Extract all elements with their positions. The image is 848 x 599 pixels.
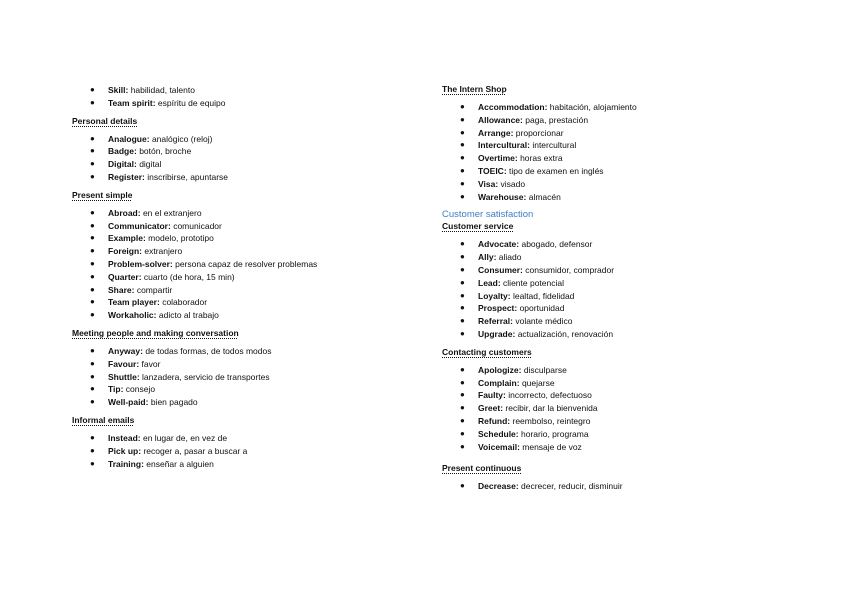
bullet-icon: ●: [460, 102, 465, 111]
bullet-icon: ●: [460, 428, 465, 438]
term-separator: :: [136, 371, 143, 382]
vocab-definition: lanzadera, servicio de transportes: [142, 371, 270, 382]
term-separator: :: [137, 432, 143, 443]
bullet-icon: ●: [90, 310, 95, 320]
vocab-item: [442, 114, 782, 127]
vocab-definition: espíritu de equipo: [157, 97, 226, 108]
bullet-icon: ●: [90, 133, 95, 143]
bullet-icon: ●: [460, 239, 465, 249]
vocab-definition: incorrecto, defectuoso: [508, 390, 592, 401]
vocab-definition: recoger a, pasar a buscar a: [143, 445, 248, 456]
vocab-list: [72, 84, 412, 110]
vocab-item: [442, 389, 782, 402]
vocab-item: [442, 165, 782, 178]
section-present-simple: [72, 190, 412, 322]
term-separator: :: [510, 316, 516, 327]
bullet-icon: ●: [460, 481, 465, 491]
vocab-term: Instead: [108, 432, 138, 443]
vocab-item: [442, 101, 782, 114]
bullet-icon: ●: [90, 207, 95, 217]
vocab-item: [442, 302, 782, 315]
vocab-item: [72, 284, 412, 297]
bullet-icon: ●: [460, 415, 465, 425]
vocab-term: Tip: [108, 384, 121, 395]
vocab-term: Skill: [108, 85, 126, 95]
vocab-item: [442, 139, 782, 152]
vocab-item: [442, 328, 782, 341]
section-heading: Contacting customers: [442, 346, 532, 357]
vocab-list: [442, 238, 782, 340]
vocab-term: Share: [108, 284, 132, 295]
vocab-term: Abroad: [108, 207, 138, 218]
term-separator: :: [503, 390, 509, 401]
vocab-term: Example: [108, 233, 143, 244]
term-separator: :: [142, 233, 149, 244]
vocab-term: Warehouse: [478, 191, 524, 202]
bullet-icon: ●: [460, 390, 465, 400]
section-heading: Present simple: [72, 189, 133, 200]
bullet-icon: ●: [460, 303, 465, 313]
vocab-definition: botón, broche: [139, 146, 192, 157]
term-separator: :: [512, 328, 518, 339]
vocab-item: [442, 191, 782, 204]
vocab-definition: visado: [500, 178, 526, 189]
bullet-icon: ●: [90, 384, 95, 394]
bullet-icon: ●: [90, 358, 95, 368]
vocab-item: [442, 251, 782, 264]
vocab-term: Team spirit: [108, 97, 153, 108]
vocab-term: Favour: [108, 358, 137, 369]
vocab-item: [72, 271, 412, 284]
vocab-definition: paga, prestación: [525, 114, 589, 125]
bullet-icon: ●: [90, 271, 95, 281]
vocab-list: [442, 480, 782, 493]
left-column: [72, 84, 412, 476]
vocab-list: [72, 345, 412, 409]
section-customer-service: [442, 221, 782, 340]
term-separator: :: [516, 239, 522, 250]
term-separator: :: [514, 303, 520, 314]
section-present-continuous: [442, 463, 782, 493]
vocab-item: [442, 315, 782, 328]
vocab-term: Workaholic: [108, 310, 154, 321]
vocab-item: [72, 207, 412, 220]
vocab-term: Greet: [478, 403, 501, 414]
vocab-definition: enseñar a alguien: [146, 458, 214, 469]
vocab-definition: de todas formas, de todos modos: [145, 345, 272, 356]
bullet-icon: ●: [90, 85, 95, 94]
vocab-term: Complain: [478, 377, 517, 388]
vocab-item: [442, 402, 782, 415]
term-separator: :: [140, 345, 146, 356]
vocab-definition: mensaje de voz: [522, 441, 582, 452]
vocab-definition: cliente potencial: [503, 277, 565, 288]
vocab-definition: disculparse: [523, 364, 567, 375]
vocab-item: [72, 296, 412, 309]
vocab-term: Quarter: [108, 271, 139, 282]
vocab-definition: lealtad, fidelidad: [512, 290, 575, 301]
vocab-term: Refund: [478, 415, 508, 426]
vocab-term: Consumer: [478, 264, 521, 275]
term-separator: :: [138, 445, 144, 456]
section-personal-details: [72, 116, 412, 184]
vocab-term: Faulty: [478, 390, 504, 401]
vocab-item: [442, 277, 782, 290]
section-heading: Customer service: [442, 221, 514, 232]
vocab-list: [72, 432, 412, 470]
term-separator: :: [146, 133, 152, 144]
term-separator: :: [515, 428, 521, 439]
term-separator: :: [169, 258, 176, 269]
vocab-term: Apologize: [478, 364, 519, 375]
term-separator: :: [495, 178, 501, 189]
term-separator: :: [517, 441, 523, 452]
vocab-term: Advocate: [478, 239, 517, 250]
section-heading: Meeting people and making conversation: [72, 327, 239, 338]
vocab-term: Prospect: [478, 303, 515, 314]
bullet-icon: ●: [90, 432, 95, 442]
term-separator: :: [527, 140, 533, 151]
term-separator: :: [153, 310, 159, 321]
vocab-item: [442, 290, 782, 303]
bullet-icon: ●: [90, 246, 95, 256]
bullet-icon: ●: [90, 284, 95, 294]
vocab-item: [442, 238, 782, 251]
vocab-definition: en lugar de, en vez de: [142, 432, 228, 443]
bullet-icon: ●: [90, 146, 95, 156]
term-separator: :: [507, 290, 513, 301]
term-separator: :: [139, 246, 145, 257]
vocab-definition: horario, programa: [521, 428, 589, 439]
vocab-list: [72, 207, 412, 322]
vocab-definition: cuarto (de hora, 15 min): [143, 271, 235, 282]
vocab-definition: en el extranjero: [142, 207, 202, 218]
vocab-term: Foreign: [108, 246, 140, 257]
term-separator: :: [142, 171, 148, 182]
vocab-definition: actualización, renovación: [517, 328, 614, 339]
bullet-icon: ●: [460, 277, 465, 287]
vocab-definition: volante médico: [515, 316, 573, 327]
vocab-item: [442, 441, 782, 454]
vocab-item: [72, 133, 412, 146]
term-separator: :: [520, 114, 526, 125]
vocab-item: [72, 445, 412, 458]
vocab-term: Problem-solver: [108, 258, 170, 269]
vocab-item: [442, 178, 782, 191]
bullet-icon: ●: [90, 171, 95, 181]
bullet-icon: ●: [460, 114, 465, 124]
term-separator: :: [523, 191, 529, 202]
vocab-item: [72, 371, 412, 384]
term-separator: :: [133, 159, 140, 170]
vocab-definition: recibir, dar la bienvenida: [505, 403, 598, 414]
vocab-term: Communicator: [108, 220, 168, 231]
term-separator: :: [510, 127, 516, 138]
vocab-item: [72, 171, 412, 184]
bullet-icon: ●: [90, 220, 95, 230]
vocab-item: [442, 127, 782, 140]
section-heading: The Intern Shop: [442, 84, 507, 94]
vocab-item: [72, 232, 412, 245]
vocab-list: [442, 101, 782, 203]
vocab-definition: bien pagado: [150, 397, 198, 408]
vocab-term: Decrease: [478, 481, 516, 492]
vocab-item: [442, 428, 782, 441]
vocab-definition: colaborador: [162, 297, 208, 308]
vocab-definition: reembolso, reintegro: [512, 415, 591, 426]
term-separator: :: [156, 297, 163, 308]
vocab-term: Arrange: [478, 127, 511, 138]
right-column: [442, 84, 782, 499]
vocab-item: [72, 458, 412, 471]
bullet-icon: ●: [460, 165, 465, 175]
bullet-icon: ●: [460, 403, 465, 413]
term-separator: :: [503, 165, 510, 176]
vocab-item: [72, 158, 412, 171]
vocab-definition: inscribirse, apuntarse: [147, 171, 229, 182]
vocab-term: Ally: [478, 252, 494, 263]
section-heading: Personal details: [72, 115, 138, 126]
term-separator: :: [520, 264, 526, 275]
term-separator: :: [131, 284, 137, 295]
vocab-term: Referral: [478, 316, 511, 327]
vocab-term: Analogue: [108, 133, 147, 144]
term-separator: :: [500, 403, 506, 414]
chapter-title: Customer satisfaction: [442, 209, 534, 221]
term-separator: :: [497, 277, 504, 288]
bullet-icon: ●: [90, 159, 95, 169]
vocab-item: [72, 358, 412, 371]
vocab-term: Digital: [108, 159, 134, 170]
vocab-item: [442, 377, 782, 390]
vocab-item: [72, 84, 412, 97]
section-heading: Present continuous: [442, 463, 522, 474]
term-separator: :: [152, 97, 158, 108]
vocab-term: Pick up: [108, 445, 139, 456]
bullet-icon: ●: [90, 345, 95, 355]
vocab-list: [442, 364, 782, 454]
section-meeting-people: [72, 328, 412, 409]
vocab-item: [72, 396, 412, 409]
vocab-term: Allowance: [478, 114, 521, 125]
vocab-definition: favor: [141, 358, 161, 369]
vocab-definition: almacén: [528, 191, 561, 202]
bullet-icon: ●: [90, 97, 95, 107]
vocab-term: Well-paid: [108, 397, 146, 408]
vocab-term: Lead: [478, 277, 498, 288]
vocab-term: Intercultural: [478, 140, 528, 151]
bullet-icon: ●: [90, 445, 95, 455]
bullet-icon: ●: [460, 191, 465, 201]
bullet-icon: ●: [90, 258, 95, 268]
vocab-definition: decrecer, reducir, disminuir: [521, 481, 623, 492]
vocab-definition: oportunidad: [519, 303, 565, 314]
bullet-icon: ●: [460, 178, 465, 188]
term-separator: :: [507, 415, 513, 426]
vocab-item: [442, 415, 782, 428]
vocab-item: [442, 152, 782, 165]
vocab-definition: analógico (reloj): [151, 133, 213, 144]
bullet-icon: ●: [460, 377, 465, 387]
vocab-term: Upgrade: [478, 328, 513, 339]
vocab-definition: adicto al trabajo: [158, 310, 219, 321]
bullet-icon: ●: [460, 441, 465, 451]
vocab-definition: comunicador: [173, 220, 222, 231]
vocab-term: Loyalty: [478, 290, 508, 301]
vocab-term: Accommodation: [478, 102, 545, 112]
term-separator: :: [137, 207, 143, 218]
section-informal-emails: [72, 415, 412, 470]
vocab-item: [72, 383, 412, 396]
vocab-definition: consumidor, comprador: [525, 264, 615, 275]
term-separator: :: [145, 397, 151, 408]
vocab-item: [72, 345, 412, 358]
vocab-definition: habitación, alojamiento: [549, 102, 637, 112]
vocab-definition: extranjero: [144, 246, 183, 257]
vocab-list: [72, 133, 412, 184]
vocab-definition: habilidad, talento: [130, 85, 195, 95]
vocab-item: [72, 145, 412, 158]
term-separator: :: [518, 364, 524, 375]
vocab-item: [72, 245, 412, 258]
term-separator: :: [516, 377, 522, 388]
vocab-definition: aliado: [498, 252, 522, 263]
vocab-definition: compartir: [136, 284, 173, 295]
vocab-term: Training: [108, 458, 142, 469]
bullet-icon: ●: [460, 328, 465, 338]
vocab-term: Schedule: [478, 428, 516, 439]
vocab-item: [72, 258, 412, 271]
vocab-definition: consejo: [125, 384, 156, 395]
bullet-icon: ●: [460, 252, 465, 262]
term-separator: :: [138, 271, 144, 282]
term-separator: :: [515, 481, 522, 492]
term-separator: :: [125, 85, 131, 95]
bullet-icon: ●: [460, 140, 465, 150]
vocab-definition: abogado, defensor: [521, 239, 593, 250]
term-separator: :: [544, 102, 550, 112]
vocab-item: [72, 309, 412, 322]
vocab-definition: quejarse: [521, 377, 555, 388]
bullet-icon: ●: [460, 364, 465, 374]
vocab-term: Anyway: [108, 345, 141, 356]
bullet-icon: ●: [460, 153, 465, 163]
vocab-item: [72, 97, 412, 110]
bullet-icon: ●: [90, 458, 95, 468]
vocab-term: Voicemail: [478, 441, 518, 452]
section-heading: Informal emails: [72, 414, 135, 425]
vocab-term: Shuttle: [108, 371, 137, 382]
vocab-definition: modelo, prototipo: [148, 233, 214, 244]
term-separator: :: [514, 153, 521, 164]
vocab-definition: horas extra: [520, 153, 563, 164]
section-intern-shop: [442, 84, 782, 203]
vocab-definition: intercultural: [532, 140, 577, 151]
bullet-icon: ●: [90, 297, 95, 307]
term-separator: :: [141, 458, 147, 469]
bullet-icon: ●: [460, 316, 465, 326]
vocab-term: Register: [108, 171, 143, 182]
vocab-term: TOEIC: [478, 165, 504, 176]
section-contacting-customers: [442, 347, 782, 454]
vocab-term: Team player: [108, 297, 157, 308]
vocab-term: Overtime: [478, 153, 515, 164]
vocab-definition: persona capaz de resolver problemas: [175, 258, 318, 269]
term-separator: :: [167, 220, 174, 231]
vocab-term: Badge: [108, 146, 134, 157]
term-separator: :: [133, 146, 140, 157]
vocab-item: [442, 264, 782, 277]
bullet-icon: ●: [90, 233, 95, 243]
vocab-item: [72, 432, 412, 445]
vocab-definition: proporcionar: [515, 127, 564, 138]
bullet-icon: ●: [460, 264, 465, 274]
vocab-item: [72, 220, 412, 233]
term-separator: :: [120, 384, 126, 395]
vocab-item: [442, 480, 782, 493]
bullet-icon: ●: [460, 290, 465, 300]
vocab-term: Visa: [478, 178, 496, 189]
term-separator: :: [493, 252, 499, 263]
vocab-item: [442, 364, 782, 377]
term-separator: :: [136, 358, 142, 369]
bullet-icon: ●: [460, 127, 465, 137]
vocab-definition: tipo de examen en inglés: [509, 165, 604, 176]
bullet-icon: ●: [90, 397, 95, 407]
bullet-icon: ●: [90, 371, 95, 381]
vocab-definition: digital: [139, 159, 162, 170]
